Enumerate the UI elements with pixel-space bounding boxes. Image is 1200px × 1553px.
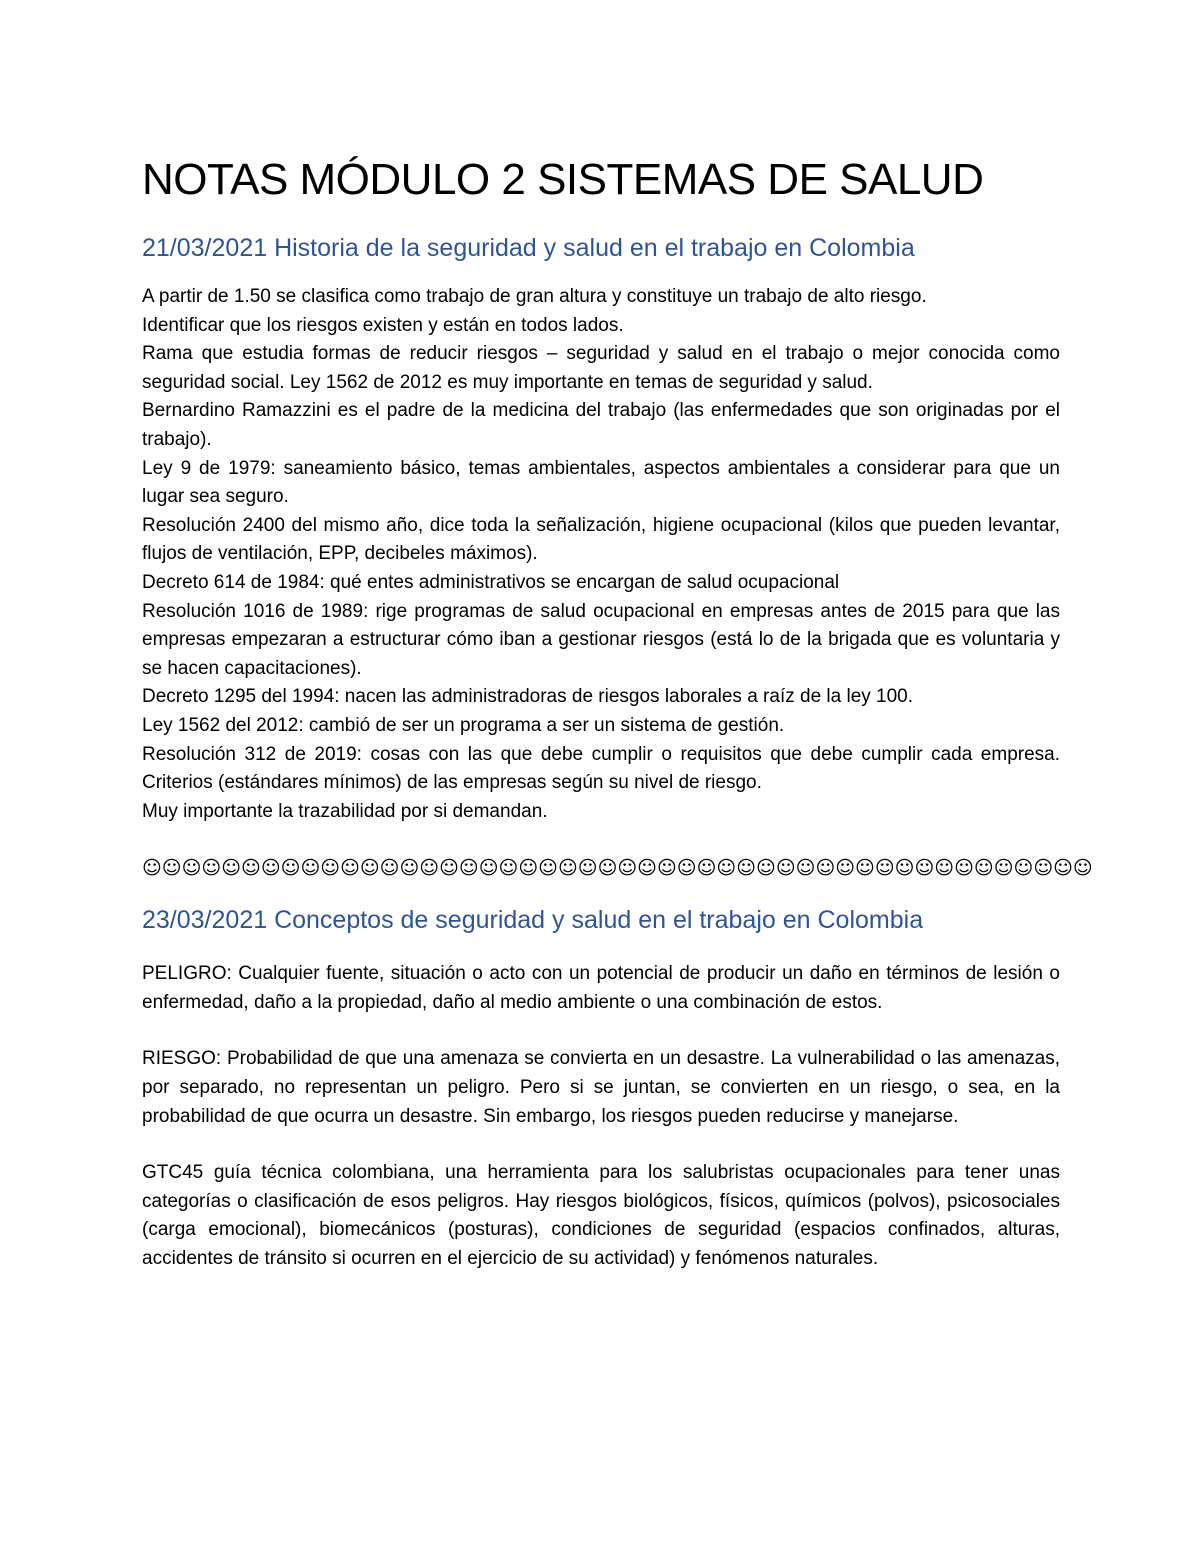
note-line: Bernardino Ramazzini es el padre de la medicina del trabajo (las enfermedades que son originadas por el trabajo). — [142, 400, 1060, 450]
history-notes — [142, 283, 1060, 826]
note-line: Rama que estudia formas de reducir riesgos – seguridad y salud en el trabajo o mejor conocida como seguridad social. Ley 1562 de 2012 es muy importante en temas de seguridad y salud. — [142, 343, 1060, 393]
note-line: A partir de 1.50 se clasifica como trabajo de gran altura y constituye un trabajo de alto riesgo. — [142, 286, 927, 307]
section-heading-concepts: 23/03/2021 Conceptos de seguridad y salud en el trabajo en Colombia — [142, 906, 924, 935]
concept-gtc45: GTC45 guía técnica colombiana, una herramienta para los salubristas ocupacionales para tener unas categorías o clasificación de esos peligros. Hay riesgos biológicos, físicos, químicos (polvos), psicosociales (carga emocional), biomecánicos (posturas), condiciones de seguridad (espacios confinados, alturas, accidentes de tránsito si ocurren en el ejercicio de su actividad) y fenómenos naturales. — [142, 1162, 1060, 1270]
note-line: Resolución 1016 de 1989: rige programas de salud ocupacional en empresas antes de 2015 para que las empresas empezaran a estructurar cómo iban a gestionar riesgos (está lo de la brigada que es voluntaria y se hacen capacitaciones). — [142, 600, 1060, 679]
note-line: Ley 1562 del 2012: cambió de ser un programa a ser un sistema de gestión. — [142, 714, 785, 736]
section-heading-history: 21/03/2021 Historia de la seguridad y salud en el trabajo en Colombia — [142, 234, 915, 262]
note-line: Identificar que los riesgos existen y están en todos lados. — [142, 314, 624, 336]
concept-peligro: PELIGRO: Cualquier fuente, situación o acto con un potencial de producir un daño en términos de lesión o enfermedad, daño a la propiedad, daño al medio ambiente o una combinación de estos. — [142, 963, 1060, 1013]
note-line: Decreto 1295 del 1994: nacen las administradoras de riesgos laborales a raíz de la ley 100. — [142, 686, 914, 708]
note-line: Resolución 312 de 2019: cosas con las que debe cumplir o requisitos que debe cumplir cada empresa. Criterios (estándares mínimos) de las empresas según su nivel de riesgo. — [142, 743, 1060, 794]
document-title: NOTAS MÓDULO 2 SISTEMAS DE SALUD — [142, 155, 984, 204]
note-line: Ley 9 de 1979: saneamiento básico, temas ambientales, aspectos ambientales a considerar para que un lugar sea seguro. — [142, 457, 1060, 508]
note-line: Resolución 2400 del mismo año, dice toda la señalización, higiene ocupacional (kilos que pueden levantar, flujos de ventilación, EPP, decibeles máximos). — [142, 514, 1060, 565]
document-page — [142, 150, 1093, 1274]
concept-riesgo: RIESGO: Probabilidad de que una amenaza se convierta en un desastre. La vulnerabilidad o las amenazas, por separado, no representan un peligro. Pero si se juntan, se convierten en un riesgo, o sea, en la probabilidad de que ocurra un desastre. Sin embargo, los riesgos pueden reducirse y manejarse. — [142, 1048, 1060, 1127]
smiley-divider: ☺☺☺☺☺☺☺☺☺☺☺☺☺☺☺☺☺☺☺☺☺☺☺☺☺☺☺☺☺☺☺☺☺☺☺☺☺☺☺☺☺☺☺☺☺☺☺☺ — [142, 857, 1093, 880]
note-line: Muy importante la trazabilidad por si demandan. — [142, 800, 548, 822]
note-line: Decreto 614 de 1984: qué entes administrativos se encargan de salud ocupacional — [142, 571, 840, 593]
